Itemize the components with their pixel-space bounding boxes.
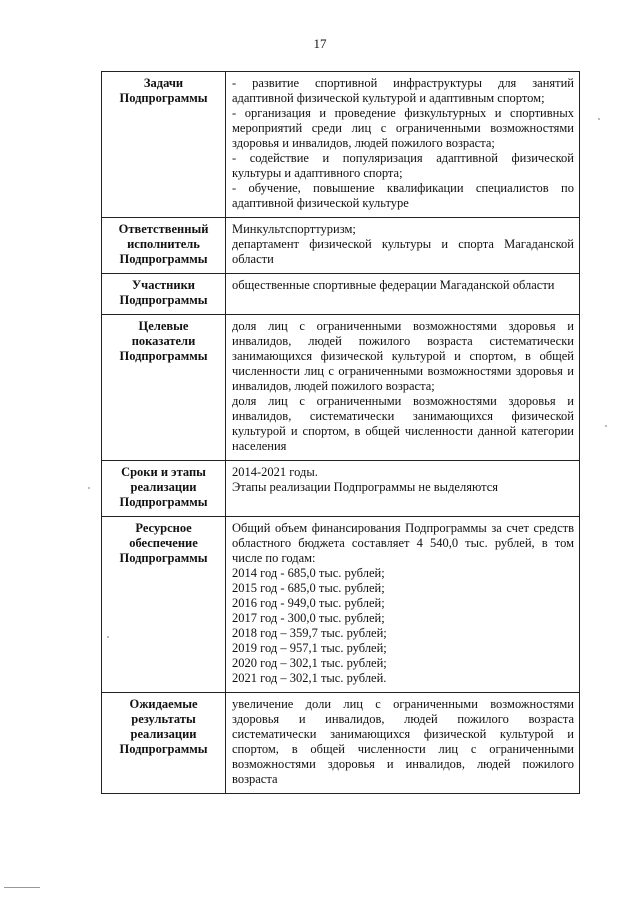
scan-speck: [598, 118, 600, 120]
table-row-expected-results: [102, 693, 580, 794]
table-row-timeline: [102, 461, 580, 517]
value-line: Этапы реализации Подпрограммы не выделяются: [232, 480, 499, 494]
row-value: [226, 461, 580, 517]
page-number: 17: [313, 36, 327, 51]
value-line: общественные спортивные федерации Магаданской области: [232, 278, 555, 292]
scan-speck: [107, 636, 109, 638]
funding-year-line: 2014 год - 685,0 тыс. рублей;: [232, 566, 385, 580]
funding-year-line: 2018 год – 359,7 тыс. рублей;: [232, 626, 387, 640]
value-line: 2014-2021 годы.: [232, 465, 318, 479]
value-line: - содействие и популяризация адаптивной физической культуры и адаптивного спорта;: [232, 151, 574, 180]
row-value: [226, 693, 580, 794]
value-line: доля лиц с ограниченными возможностями здоровья и инвалидов, людей пожилого возраста систематически занимающихся физической культурой и спортом, в общей численности лиц с ограниченными возможностями здоровья и инвалидов, людей пожилого возраста;: [232, 319, 574, 393]
value-line: Минкультспорттуризм;: [232, 222, 356, 236]
scan-speck: [88, 487, 90, 489]
row-label: Ресурсное обеспечение Подпрограммы: [102, 517, 226, 693]
row-value: [226, 72, 580, 218]
value-line: Общий объем финансирования Подпрограммы за счет средств областного бюджета составляет 4 540,0 тыс. рублей, в том числе по годам:: [232, 521, 574, 565]
value-line: доля лиц с ограниченными возможностями здоровья и инвалидов, систематически занимающихся физической культурой и спортом, в общей численности данной категории населения: [232, 394, 574, 453]
scan-speck: [605, 425, 607, 427]
row-label: Целевые показатели Подпрограммы: [102, 315, 226, 461]
funding-year-line: 2015 год - 685,0 тыс. рублей;: [232, 581, 385, 595]
row-label: Участники Подпрограммы: [102, 274, 226, 315]
row-value: [226, 218, 580, 274]
funding-year-line: 2016 год - 949,0 тыс. рублей;: [232, 596, 385, 610]
row-label: Ответственный исполнитель Подпрограммы: [102, 218, 226, 274]
subprogram-passport-table: [101, 71, 580, 794]
value-line: - обучение, повышение квалификации специалистов по адаптивной физической культуре: [232, 181, 574, 210]
funding-year-line: 2017 год - 300,0 тыс. рублей;: [232, 611, 385, 625]
value-line: департамент физической культуры и спорта Магаданской области: [232, 237, 574, 266]
footer-rule: [4, 887, 40, 888]
value-line: - организация и проведение физкультурных и спортивных мероприятий среди лиц с ограниченными возможностями здоровья и инвалидов, людей пожилого возраста;: [232, 106, 574, 150]
funding-year-line: 2021 год – 302,1 тыс. рублей.: [232, 671, 387, 685]
value-line: - развитие спортивной инфраструктуры для занятий адаптивной физической культурой и адаптивным спортом;: [232, 76, 574, 105]
value-line: увеличение доли лиц с ограниченными возможностями здоровья и инвалидов, людей пожилого возраста систематически занимающихся физической культурой и спортом, в общей численности лиц с ограниченными возможностями здоровья и инвалидов, людей пожилого возраста: [232, 697, 574, 786]
table-row-participants: [102, 274, 580, 315]
row-value: [226, 274, 580, 315]
table-row-tasks: [102, 72, 580, 218]
row-value: [226, 517, 580, 693]
row-value: [226, 315, 580, 461]
funding-year-line: 2020 год – 302,1 тыс. рублей;: [232, 656, 387, 670]
table-row-responsible-executor: [102, 218, 580, 274]
row-label: Сроки и этапы реализации Подпрограммы: [102, 461, 226, 517]
row-label: Ожидаемые результаты реализации Подпрограммы: [102, 693, 226, 794]
table-row-target-indicators: [102, 315, 580, 461]
funding-year-line: 2019 год – 957,1 тыс. рублей;: [232, 641, 387, 655]
table-row-funding: [102, 517, 580, 693]
row-label: Задачи Подпрограммы: [102, 72, 226, 218]
